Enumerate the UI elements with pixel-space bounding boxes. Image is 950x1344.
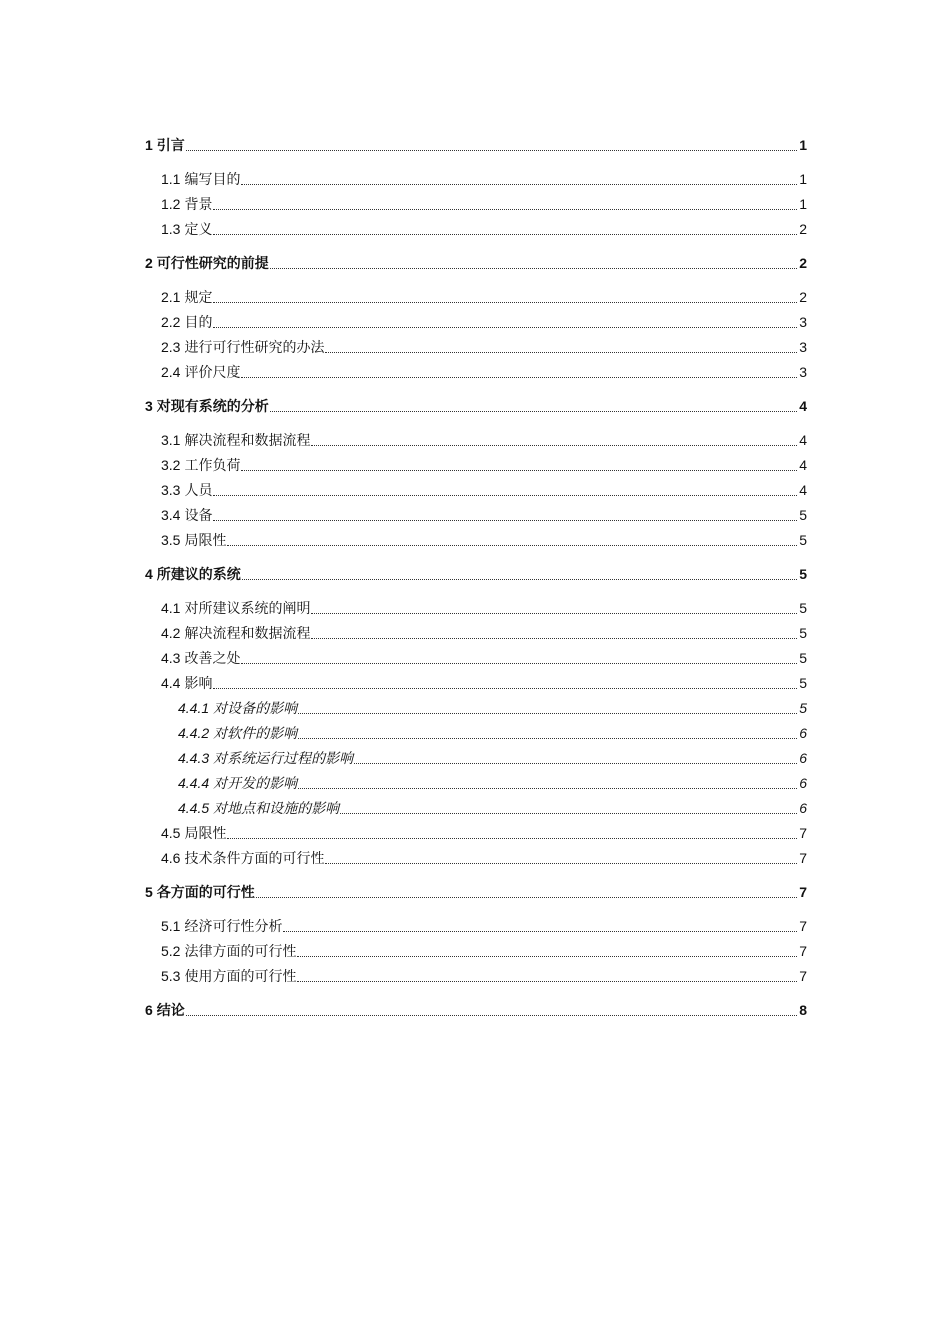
- toc-entry-page-number: 1: [799, 171, 807, 187]
- toc-entry-level-2[interactable]: [145, 506, 807, 525]
- toc-entry-level-2[interactable]: [145, 481, 807, 500]
- toc-entry-page-number: 7: [799, 825, 807, 841]
- toc-entry-number: 1: [145, 137, 153, 153]
- toc-entry-title: 工作负荷: [184, 457, 241, 473]
- toc-entry-title: 对软件的影响: [213, 725, 298, 741]
- toc-entry-page-number: 7: [799, 968, 807, 984]
- toc-entry-title: 对设备的影响: [213, 700, 298, 716]
- dot-leader: [297, 956, 797, 957]
- toc-entry-level-2[interactable]: [145, 849, 807, 868]
- toc-entry-level-1[interactable]: [145, 136, 807, 155]
- dot-leader: [186, 1015, 797, 1016]
- toc-entry-number: 2.4: [161, 364, 181, 380]
- dot-leader: [354, 763, 797, 764]
- toc-entry-title: 技术条件方面的可行性: [184, 850, 325, 866]
- toc-entry-number: 5.2: [161, 943, 181, 959]
- toc-entry-title: 影响: [184, 675, 213, 691]
- dot-leader: [213, 302, 797, 303]
- dot-leader: [311, 613, 797, 614]
- toc-entry-title: 设备: [184, 507, 213, 523]
- dot-leader: [297, 981, 797, 982]
- toc-entry-level-2[interactable]: [145, 195, 807, 214]
- toc-entry-number: 3.1: [161, 432, 181, 448]
- dot-leader: [311, 638, 797, 639]
- toc-entry-page-number: 3: [799, 314, 807, 330]
- toc-entry-page-number: 5: [799, 625, 807, 641]
- toc-entry-page-number: 3: [799, 339, 807, 355]
- toc-entry-number: 5.1: [161, 918, 181, 934]
- toc-entry-level-1[interactable]: [145, 883, 807, 902]
- toc-entry-page-number: 7: [799, 850, 807, 866]
- toc-entry-title: 进行可行性研究的办法: [184, 339, 325, 355]
- toc-entry-number: 1.3: [161, 221, 181, 237]
- dot-leader: [213, 209, 797, 210]
- toc-entry-number: 3.2: [161, 457, 181, 473]
- toc-entry-title: 可行性研究的前提: [156, 255, 269, 271]
- toc-entry-page-number: 4: [799, 482, 807, 498]
- toc-entry-level-3[interactable]: [145, 749, 807, 768]
- toc-entry-title: 编写目的: [184, 171, 241, 187]
- toc-entry-page-number: 1: [799, 196, 807, 212]
- dot-leader: [270, 268, 797, 269]
- dot-leader: [241, 377, 797, 378]
- toc-entry-level-2[interactable]: [145, 599, 807, 618]
- toc-entry-number: 3.3: [161, 482, 181, 498]
- dot-leader: [241, 663, 797, 664]
- toc-entry-number: 1.1: [161, 171, 181, 187]
- toc-entry-level-1[interactable]: [145, 1001, 807, 1020]
- toc-entry-level-2[interactable]: [145, 649, 807, 668]
- toc-entry-page-number: 5: [799, 675, 807, 691]
- toc-entry-number: 4.4.3: [178, 750, 210, 766]
- toc-entry-page-number: 6: [799, 800, 807, 816]
- toc-entry-level-2[interactable]: [145, 363, 807, 382]
- toc-entry-number: 3.5: [161, 532, 181, 548]
- toc-entry-title: 人员: [184, 482, 213, 498]
- dot-leader: [213, 327, 797, 328]
- toc-entry-number: 1.2: [161, 196, 181, 212]
- dot-leader: [298, 713, 797, 714]
- toc-entry-number: 4.1: [161, 600, 181, 616]
- toc-entry-title: 法律方面的可行性: [184, 943, 297, 959]
- toc-entry-number: 4.4.5: [178, 800, 210, 816]
- toc-entry-number: 4.6: [161, 850, 181, 866]
- toc-entry-page-number: 5: [799, 600, 807, 616]
- toc-entry-number: 4.2: [161, 625, 181, 641]
- toc-entry-level-1[interactable]: [145, 254, 807, 273]
- toc-entry-title: 经济可行性分析: [184, 918, 283, 934]
- toc-entry-level-2[interactable]: [145, 313, 807, 332]
- dot-leader: [311, 445, 797, 446]
- toc-entry-title: 目的: [184, 314, 213, 330]
- toc-entry-number: 4.4.1: [178, 700, 210, 716]
- toc-entry-title: 解决流程和数据流程: [184, 625, 311, 641]
- toc-entry-page-number: 5: [799, 566, 807, 582]
- toc-entry-title: 所建议的系统: [156, 566, 241, 582]
- dot-leader: [298, 738, 797, 739]
- toc-entry-title: 各方面的可行性: [156, 884, 255, 900]
- dot-leader: [213, 234, 797, 235]
- toc-entry-page-number: 2: [799, 221, 807, 237]
- toc-entry-number: 3: [145, 398, 153, 414]
- toc-entry-title: 引言: [156, 137, 185, 153]
- toc-entry-level-2[interactable]: [145, 824, 807, 843]
- toc-entry-level-2[interactable]: [145, 967, 807, 986]
- toc-entry-title: 解决流程和数据流程: [184, 432, 311, 448]
- toc-entry-title: 对地点和设施的影响: [213, 800, 340, 816]
- dot-leader: [213, 495, 797, 496]
- dot-leader: [283, 931, 797, 932]
- toc-entry-level-1[interactable]: [145, 397, 807, 416]
- toc-entry-number: 3.4: [161, 507, 181, 523]
- toc-entry-title: 使用方面的可行性: [184, 968, 297, 984]
- toc-entry-level-2[interactable]: [145, 220, 807, 239]
- toc-entry-level-3[interactable]: [145, 799, 807, 818]
- toc-entry-number: 2.1: [161, 289, 181, 305]
- toc-entry-level-2[interactable]: [145, 338, 807, 357]
- toc-entry-page-number: 1: [799, 137, 807, 153]
- toc-entry-number: 4.3: [161, 650, 181, 666]
- toc-entry-number: 5.3: [161, 968, 181, 984]
- toc-entry-level-2[interactable]: [145, 531, 807, 550]
- dot-leader: [213, 688, 797, 689]
- toc-entry-number: 2.2: [161, 314, 181, 330]
- toc-entry-page-number: 6: [799, 750, 807, 766]
- toc-entry-number: 2.3: [161, 339, 181, 355]
- toc-entry-level-2[interactable]: [145, 917, 807, 936]
- dot-leader: [241, 470, 797, 471]
- toc-entry-title: 局限性: [184, 532, 227, 548]
- toc-entry-number: 2: [145, 255, 153, 271]
- dot-leader: [270, 411, 797, 412]
- toc-entry-title: 对现有系统的分析: [156, 398, 269, 414]
- toc-entry-title: 背景: [184, 196, 213, 212]
- toc-entry-page-number: 6: [799, 775, 807, 791]
- toc-entry-number: 6: [145, 1002, 153, 1018]
- toc-entry-number: 4.4.4: [178, 775, 210, 791]
- dot-leader: [186, 150, 797, 151]
- dot-leader: [256, 897, 797, 898]
- toc-entry-number: 4.4: [161, 675, 181, 691]
- toc-entry-level-3[interactable]: [145, 724, 807, 743]
- table-of-contents: [145, 136, 807, 1035]
- toc-entry-level-2[interactable]: [145, 624, 807, 643]
- toc-entry-title: 对系统运行过程的影响: [213, 750, 354, 766]
- toc-entry-level-2[interactable]: [145, 431, 807, 450]
- dot-leader: [227, 838, 797, 839]
- toc-entry-page-number: 4: [799, 398, 807, 414]
- dot-leader: [242, 579, 797, 580]
- toc-entry-title: 结论: [156, 1002, 185, 1018]
- toc-entry-level-1[interactable]: [145, 565, 807, 584]
- toc-entry-title: 定义: [184, 221, 213, 237]
- toc-entry-title: 对所建议系统的阐明: [184, 600, 311, 616]
- toc-entry-title: 局限性: [184, 825, 227, 841]
- toc-entry-title: 改善之处: [184, 650, 241, 666]
- toc-entry-page-number: 8: [799, 1002, 807, 1018]
- dot-leader: [298, 788, 797, 789]
- toc-entry-page-number: 5: [799, 700, 807, 716]
- toc-entry-title: 对开发的影响: [213, 775, 298, 791]
- toc-entry-level-2[interactable]: [145, 674, 807, 693]
- toc-entry-number: 5: [145, 884, 153, 900]
- toc-entry-page-number: 5: [799, 532, 807, 548]
- toc-entry-number: 4.5: [161, 825, 181, 841]
- toc-entry-page-number: 6: [799, 725, 807, 741]
- toc-entry-page-number: 4: [799, 457, 807, 473]
- dot-leader: [241, 184, 797, 185]
- dot-leader: [325, 352, 797, 353]
- dot-leader: [340, 813, 797, 814]
- dot-leader: [227, 545, 797, 546]
- toc-entry-page-number: 5: [799, 507, 807, 523]
- toc-entry-number: 4.4.2: [178, 725, 210, 741]
- toc-entry-page-number: 2: [799, 289, 807, 305]
- toc-entry-title: 评价尺度: [184, 364, 241, 380]
- dot-leader: [325, 863, 797, 864]
- toc-entry-page-number: 7: [799, 943, 807, 959]
- dot-leader: [213, 520, 797, 521]
- toc-entry-level-2[interactable]: [145, 288, 807, 307]
- toc-entry-page-number: 2: [799, 255, 807, 271]
- toc-entry-level-2[interactable]: [145, 456, 807, 475]
- toc-entry-level-3[interactable]: [145, 699, 807, 718]
- toc-entry-page-number: 7: [799, 884, 807, 900]
- toc-entry-page-number: 7: [799, 918, 807, 934]
- toc-entry-level-3[interactable]: [145, 774, 807, 793]
- toc-entry-level-2[interactable]: [145, 942, 807, 961]
- toc-entry-number: 4: [145, 566, 153, 582]
- toc-entry-page-number: 3: [799, 364, 807, 380]
- toc-entry-level-2[interactable]: [145, 170, 807, 189]
- toc-entry-title: 规定: [184, 289, 213, 305]
- toc-entry-page-number: 4: [799, 432, 807, 448]
- toc-entry-page-number: 5: [799, 650, 807, 666]
